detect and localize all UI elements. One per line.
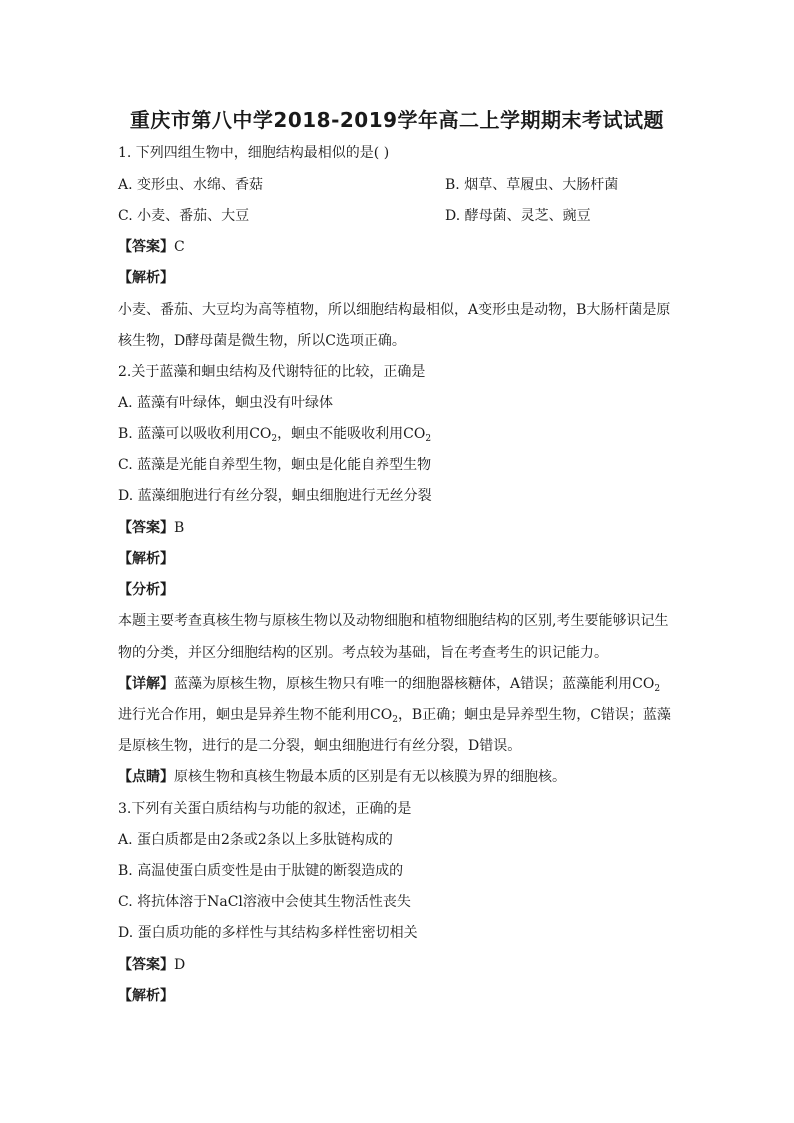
q1-analysis-label (118, 268, 174, 288)
analysis-label: 【解析】 (118, 551, 174, 567)
q2-xiangjie-line2 (118, 705, 671, 725)
fenxi-label: 【分析】 (118, 582, 174, 598)
q3-answer (118, 955, 185, 975)
subscript: 2 (425, 434, 432, 444)
analysis-label: 【解析】 (118, 270, 174, 286)
q3-stem: 3.下列有关蛋白质结构与功能的叙述，正确的是 (118, 801, 412, 817)
xiangjie-label: 【详解】 (118, 676, 174, 692)
q1-analysis-line2: 核生物，D酵母菌是微生物，所以C选项正确。 (118, 333, 406, 349)
q2-option-c: C. 蓝藻是光能自养型生物，蛔虫是化能自养型生物 (118, 457, 432, 473)
q1-option-b: B. 烟草、草履虫、大肠杆菌 (445, 177, 619, 193)
answer-value: C (174, 239, 185, 255)
q2-option-b-part2: ，蛔虫不能吸收利用CO (277, 426, 426, 442)
q2-fenxi-line1: 本题主要考查真核生物与原核生物以及动物细胞和植物细胞结构的区别,考生要能够识记生 (118, 613, 669, 629)
q1-option-a: A. 变形虫、水绵、香菇 (118, 177, 264, 193)
answer-label: 【答案】 (118, 239, 174, 255)
xiangjie-text: 蓝藻为原核生物，原核生物只有唯一的细胞器核糖体，A错误；蓝藻能利用CO (174, 676, 655, 692)
q1-option-d: D. 酵母菌、灵芝、豌豆 (445, 208, 591, 224)
answer-label: 【答案】 (118, 957, 174, 973)
answer-value: B (174, 520, 185, 536)
answer-label: 【答案】 (118, 520, 174, 536)
q2-option-b (118, 424, 431, 444)
q2-answer (118, 518, 184, 538)
dianjing-text: 原核生物和真核生物最本质的区别是有无以核膜为界的细胞核。 (174, 769, 566, 785)
q1-answer (118, 237, 185, 257)
q3-analysis-label (118, 986, 174, 1006)
subscript: 2 (392, 715, 398, 725)
analysis-label: 【解析】 (118, 988, 174, 1004)
q2-option-d: D. 蓝藻细胞进行有丝分裂，蛔虫细胞进行无丝分裂 (118, 488, 432, 504)
q3-option-a: A. 蛋白质都是由2条或2条以上多肽链构成的 (118, 832, 393, 848)
q1-option-c: C. 小麦、番茄、大豆 (118, 208, 250, 224)
q2-xiangjie-line1 (118, 674, 660, 694)
q2-fenxi-line2: 物的分类，并区分细胞结构的区别。考点较为基础，旨在考查考生的识记能力。 (118, 645, 608, 661)
q2-xiangjie-line3: 是原核生物，进行的是二分裂，蛔虫细胞进行有丝分裂，D错误。 (118, 738, 522, 754)
q2-fenxi-label (118, 580, 174, 600)
subscript: 2 (654, 684, 661, 694)
q1-analysis-line1: 小麦、番茄、大豆均为高等植物，所以细胞结构最相似，A变形虫是动物，B大肠杆菌是原 (118, 302, 671, 318)
page-title: 重庆市第八中学2018-2019学年高二上学期期末考试试题 (129, 108, 665, 132)
subscript: 2 (271, 434, 278, 444)
xiangjie-line2-part1: 进行光合作用，蛔虫是异养生物不能利用CO (118, 707, 393, 723)
q2-option-a: A. 蓝藻有叶绿体，蛔虫没有叶绿体 (118, 395, 334, 411)
q2-stem: 2.关于蓝藻和蛔虫结构及代谢特征的比较，正确是 (118, 364, 426, 380)
q3-option-d: D. 蛋白质功能的多样性与其结构多样性密切相关 (118, 925, 418, 941)
q3-option-b: B. 高温使蛋白质变性是由于肽键的断裂造成的 (118, 863, 404, 879)
q2-dianjing (118, 767, 566, 787)
answer-value: D (174, 957, 186, 973)
dianjing-label: 【点睛】 (118, 769, 174, 785)
q2-option-b-part1: B. 蓝藻可以吸收利用CO (118, 426, 272, 442)
q2-analysis-label (118, 549, 174, 569)
q1-stem: 1. 下列四组生物中，细胞结构最相似的是( ) (118, 145, 390, 161)
q3-option-c: C. 将抗体溶于NaCl溶液中会使其生物活性丧失 (118, 894, 411, 910)
xiangjie-line2-part2: ，B正确；蛔虫是异养型生物，C错误；蓝藻 (397, 707, 671, 723)
